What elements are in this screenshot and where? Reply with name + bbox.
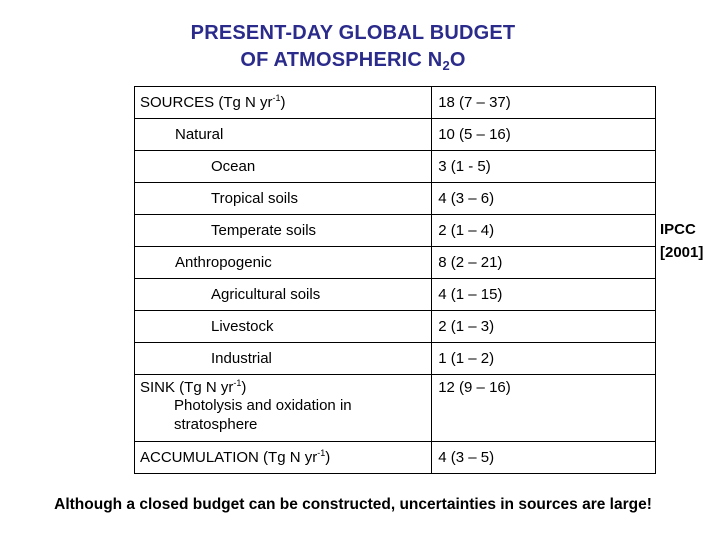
- natural-label: Natural: [135, 119, 432, 151]
- tropical-soils-label: Tropical soils: [135, 183, 432, 215]
- table-row-temperate-soils: [135, 215, 656, 247]
- temperate-soils-label: Temperate soils: [135, 215, 432, 247]
- citation-line-1: IPCC: [660, 221, 696, 238]
- citation-line-2: [2001]: [660, 244, 704, 261]
- accumulation-label-text: ACCUMULATION (Tg N yr: [140, 449, 318, 466]
- accumulation-label-sup: -1: [317, 448, 326, 458]
- sources-label-sup: -1: [272, 93, 281, 103]
- agricultural-soils-label: Agricultural soils: [135, 279, 432, 311]
- temperate-soils-value: 2 (1 – 4): [432, 215, 656, 247]
- table-row-sources: [135, 87, 656, 119]
- footer-note: Although a closed budget can be constructed, uncertainties in sources are large!: [54, 496, 652, 513]
- accumulation-value: 4 (3 – 5): [432, 442, 656, 474]
- table-row-agricultural-soils: [135, 279, 656, 311]
- title-line-2-suffix: O: [449, 49, 466, 71]
- table-row-livestock: [135, 311, 656, 343]
- livestock-value: 2 (1 – 3): [432, 311, 656, 343]
- source-citation: [660, 218, 710, 264]
- sink-sublabel: Photolysis and oxidation in stratosphere: [174, 397, 352, 433]
- budget-table: [134, 86, 656, 474]
- ocean-value: 3 (1 - 5): [432, 151, 656, 183]
- sink-label-end: ): [241, 379, 247, 396]
- livestock-label: Livestock: [135, 311, 432, 343]
- natural-value: 10 (5 – 16): [432, 119, 656, 151]
- table-row-natural: [135, 119, 656, 151]
- sink-label-text: SINK (Tg N yr: [140, 379, 234, 396]
- tropical-soils-value: 4 (3 – 6): [432, 183, 656, 215]
- anthropogenic-label: Anthropogenic: [135, 247, 432, 279]
- page-title: [0, 20, 706, 79]
- sources-value: 18 (7 – 37): [432, 87, 656, 119]
- sink-label-sup: -1: [233, 378, 242, 388]
- anthropogenic-value: 8 (2 – 21): [432, 247, 656, 279]
- title-line-1: PRESENT-DAY GLOBAL BUDGET: [190, 22, 516, 44]
- table-row-accumulation: [135, 442, 656, 474]
- sources-label-text: SOURCES (Tg N yr: [140, 94, 273, 111]
- table-row-sink: [135, 375, 656, 442]
- sources-label-end: ): [280, 94, 286, 111]
- industrial-label: Industrial: [135, 343, 432, 375]
- table-row-industrial: [135, 343, 656, 375]
- agricultural-soils-value: 4 (1 – 15): [432, 279, 656, 311]
- title-line-2-text: OF ATMOSPHERIC N: [240, 49, 443, 71]
- sink-value: 12 (9 – 16): [432, 375, 656, 442]
- table-row-ocean: [135, 151, 656, 183]
- table-row-anthropogenic: [135, 247, 656, 279]
- accumulation-label-end: ): [325, 449, 331, 466]
- industrial-value: 1 (1 – 2): [432, 343, 656, 375]
- sources-label: [135, 87, 432, 119]
- table-row-tropical-soils: [135, 183, 656, 215]
- title-line-2: [0, 47, 706, 79]
- sink-label: [135, 375, 432, 442]
- ocean-label: Ocean: [135, 151, 432, 183]
- title-subscript: 2: [442, 58, 450, 73]
- accumulation-label: [135, 442, 432, 474]
